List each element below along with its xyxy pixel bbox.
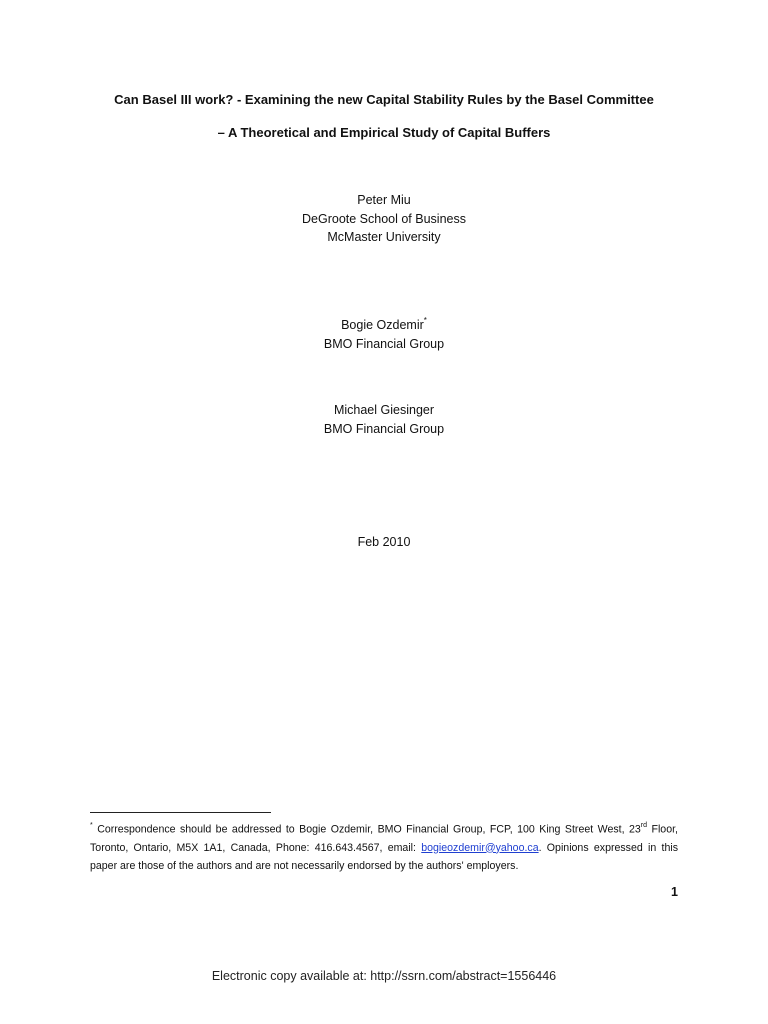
footnote-marker: * <box>423 316 427 325</box>
author-name: Bogie Ozdemir <box>341 318 424 333</box>
paper-title-line-2: – A Theoretical and Empirical Study of Capital Buffers <box>217 125 551 140</box>
author-affiliation: McMaster University <box>327 230 441 244</box>
ordinal-suffix: rd <box>640 822 648 829</box>
footnote-text: Correspondence should be addressed to Bogie Ozdemir, BMO Financial Group, FCP, 100 King Street West, 23 <box>92 823 641 836</box>
author-affiliation: BMO Financial Group <box>323 421 445 436</box>
paper-date: Feb 2010 <box>357 535 411 549</box>
email-link[interactable]: bogieozdemir@yahoo.ca <box>421 841 539 854</box>
footnote-text: Floor, Toronto, Ontario, M5X 1A1, Canada, Phone: 416.643.4567, email: <box>90 823 678 854</box>
page-number: 1 <box>671 885 678 899</box>
author-block-ozdemir <box>0 313 768 353</box>
electronic-copy-notice: Electronic copy available at: http://ssrn.com/abstract=1556446 <box>211 969 557 983</box>
author-block-giesinger <box>0 401 768 438</box>
footnote <box>90 818 678 875</box>
paper-title-line-1: Can Basel III work? - Examining the new Capital Stability Rules by the Basel Committee <box>114 92 654 107</box>
author-name: Peter Miu <box>357 193 411 207</box>
footnote-text: . Opinions expressed in this paper are those of the authors and are not necessarily endorsed by the authors' employers. <box>90 841 679 872</box>
author-affiliation: DeGroote School of Business <box>302 211 466 226</box>
author-block-miu <box>0 191 768 247</box>
footnote-separator <box>90 812 271 813</box>
author-name-with-marker <box>0 313 768 335</box>
footnote-marker: * <box>90 822 93 829</box>
author-affiliation: BMO Financial Group <box>323 336 445 351</box>
author-name: Michael Giesinger <box>333 403 435 417</box>
